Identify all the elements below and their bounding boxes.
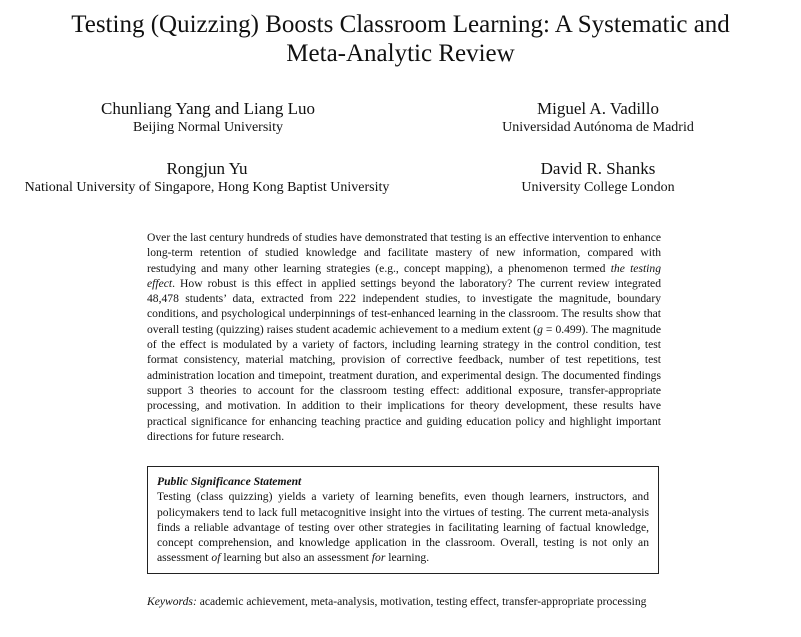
author-name: Miguel A. Vadillo <box>537 99 659 118</box>
ps-text-1: Testing (class quizzing) yields a variety of learning benefits, even though learners, instructors, and policymakers tend to lack full metacognitive insight into the virtues of testing. The current meta-analysis finds a reliable advantage of testing over other strategies in facilitating learning of factual knowledge, concept comprehension, and knowledge application in the classroom. Overall, testing is not only an assessment <box>157 490 649 565</box>
ps-emphasis-for: for <box>371 551 386 565</box>
author-name: David R. Shanks <box>540 159 656 178</box>
abstract-text-3: = 0.499). The magnitude of the effect is modulated by a variety of factors, including learning strategy in the control condition, test format consistency, material matching, provision of corrective feedback, number of test repetitions, test administration location and timepoint, treatment duration, and experimental design. The documented findings support 3 theories to account for the classroom testing effect: additional exposure, transfer-appropriate processing, and motivation. In addition to their implications for theory development, these results have practical significance for enhancing teaching practice and guiding education policy and highlight important directions for future research. <box>147 322 662 443</box>
keywords <box>147 594 661 609</box>
ps-emphasis-of: of <box>211 551 221 565</box>
author-block-shanks <box>450 159 746 196</box>
author-affiliation: Beijing Normal University <box>132 120 284 135</box>
paper-title <box>0 10 801 68</box>
public-significance-box <box>147 466 659 574</box>
abstract <box>147 230 661 444</box>
paper-title-line-2: Meta-Analytic Review <box>286 40 515 67</box>
abstract-emphasis-g: g <box>537 322 543 336</box>
ps-text-2: learning but also an assessment <box>220 551 372 565</box>
paper-title-line-1: Testing (Quizzing) Boosts Classroom Learning: A Systematic and <box>71 11 730 38</box>
public-significance-heading: Public Significance Statement <box>157 475 302 488</box>
author-name: Chunliang Yang and Liang Luo <box>101 99 315 118</box>
author-block-yang-luo <box>60 99 356 136</box>
author-affiliation: National University of Singapore, Hong Kong Baptist University <box>24 180 390 195</box>
author-block-yu <box>0 159 414 196</box>
public-significance-body <box>157 489 649 565</box>
author-name: Rongjun Yu <box>166 159 248 178</box>
keywords-label: Keywords: <box>147 595 197 608</box>
author-affiliation: Universidad Autónoma de Madrid <box>502 120 694 135</box>
abstract-text-1: Over the last century hundreds of studies have demonstrated that testing is an effective intervention to enhance long-term retention of studied knowledge and facilitate mastery of new information, compared with restudying and many other learning strategies (e.g., concept mapping), a phenomenon termed <box>147 231 661 275</box>
abstract-emphasis-testing-effect: the testing effect <box>147 261 661 290</box>
author-block-vadillo <box>450 99 746 136</box>
author-affiliation: University College London <box>521 180 675 195</box>
ps-text-3: learning. <box>385 551 430 565</box>
abstract-text-2: . How robust is this effect in applied settings beyond the laboratory? The current review integrated 48,478 students’ data, extracted from 222 independent studies, to investigate the magnitude, boundary conditions, and psychological underpinnings of test-enhanced learning in the classroom. The results show that overall testing (quizzing) raises student academic achievement to a medium extent ( <box>147 276 661 336</box>
keywords-text: academic achievement, meta-analysis, motivation, testing effect, transfer-appropriate processing <box>196 595 647 608</box>
